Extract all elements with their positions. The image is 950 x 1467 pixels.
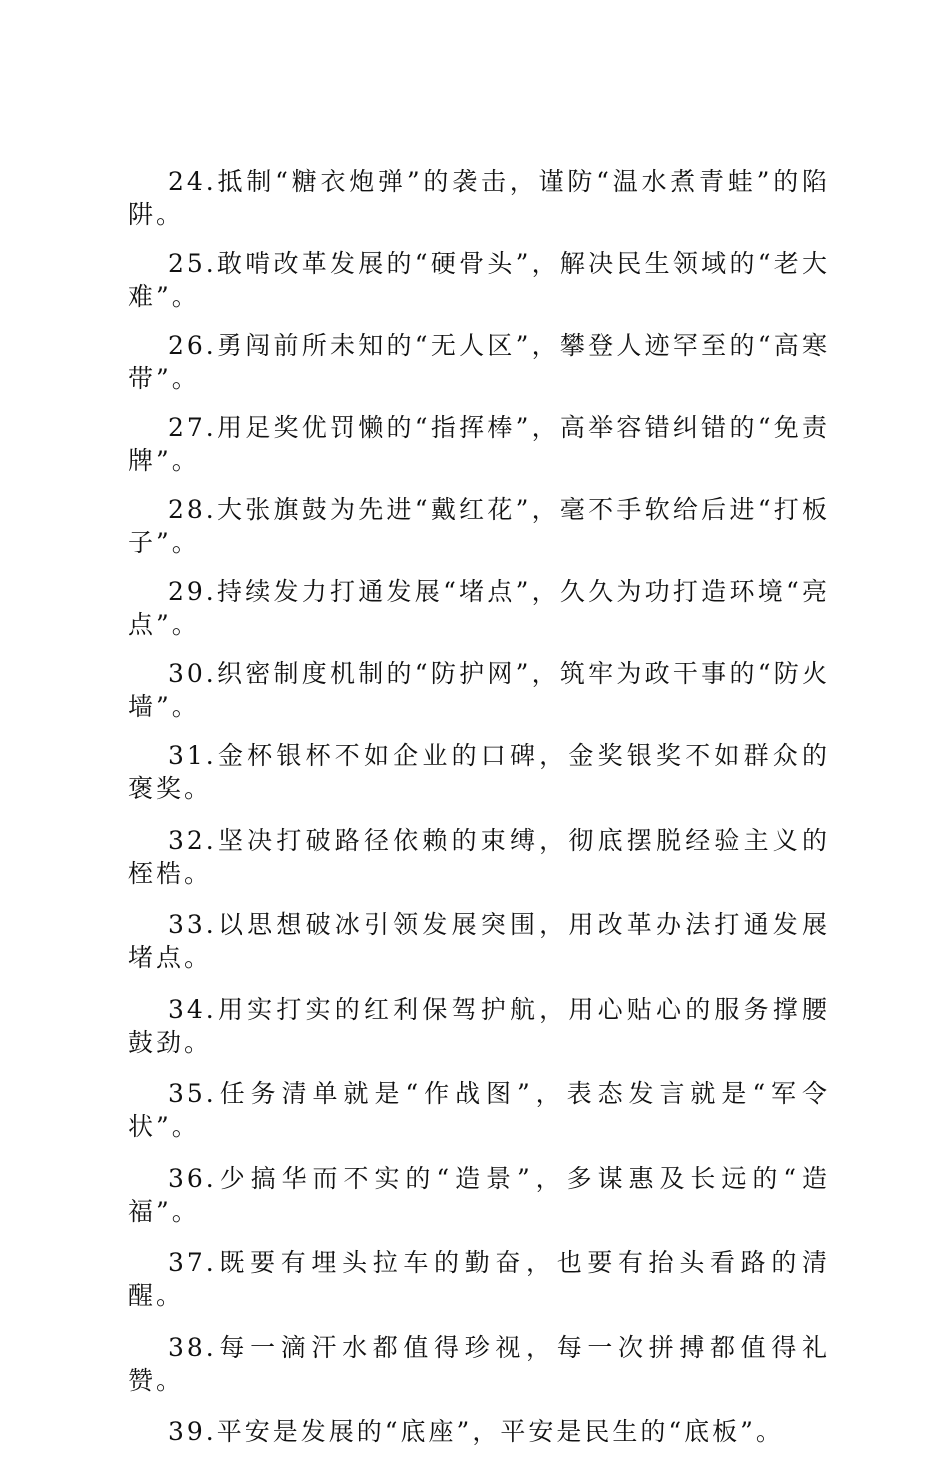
numbered-paragraph-32: 32.坚决打破路径依赖的束缚，彻底摆脱经验主义的桎梏。: [128, 825, 830, 888]
numbered-paragraph-25: 25.敢啃改革发展的“硬骨头”，解决民生领域的“老大难”。: [128, 249, 830, 311]
numbered-paragraph-36: 36.少搞华而不实的“造景”，多谋惠及长远的“造福”。: [128, 1163, 830, 1226]
document-body: [128, 165, 830, 1467]
numbered-paragraph-26: 26.勇闯前所未知的“无人区”，攀登人迹罕至的“高寒带”。: [128, 331, 830, 393]
numbered-paragraph-28: 28.大张旗鼓为先进“戴红花”，毫不手软给后进“打板子”。: [128, 495, 830, 557]
numbered-paragraph-37: 37.既要有埋头拉车的勤奋，也要有抬头看路的清醒。: [128, 1248, 830, 1310]
numbered-paragraph-24: 24.抵制“糖衣炮弹”的袭击，谨防“温水煮青蛙”的陷阱。: [128, 167, 830, 229]
numbered-paragraph-31: 31.金杯银杯不如企业的口碑，金奖银奖不如群众的褒奖。: [128, 741, 830, 803]
numbered-paragraph-38: 38.每一滴汗水都值得珍视，每一次拼搏都值得礼赞。: [128, 1332, 830, 1395]
numbered-paragraph-35: 35.任务清单就是“作战图”，表态发言就是“军令状”。: [128, 1079, 830, 1141]
numbered-paragraph-27: 27.用足奖优罚懒的“指挥棒”，高举容错纠错的“免责牌”。: [128, 413, 830, 475]
numbered-paragraph-29: 29.持续发力打通发展“堵点”，久久为功打造环境“亮点”。: [128, 577, 830, 639]
numbered-paragraph-33: 33.以思想破冰引领发展突围，用改革办法打通发展堵点。: [128, 910, 830, 972]
numbered-paragraph-30: 30.织密制度机制的“防护网”，筑牢为政干事的“防火墙”。: [128, 659, 830, 721]
numbered-paragraph-39: 39.平安是发展的“底座”，平安是民生的“底板”。: [168, 1417, 784, 1446]
numbered-paragraph-34: 34.用实打实的红利保驾护航，用心贴心的服务撑腰鼓劲。: [128, 994, 830, 1057]
